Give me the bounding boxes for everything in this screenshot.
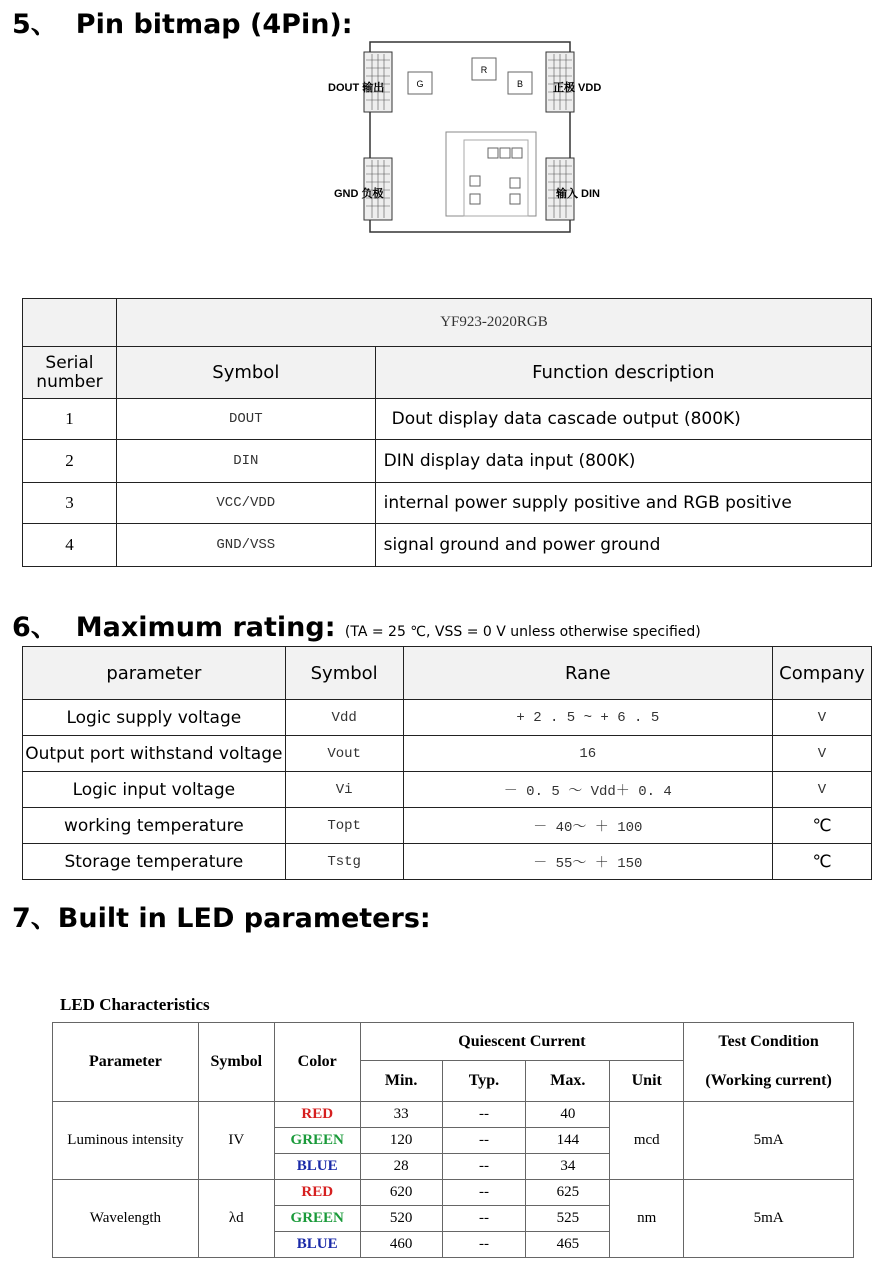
color-cell-green: GREEN	[274, 1128, 360, 1154]
rating-table	[22, 646, 872, 880]
color-cell-blue: BLUE	[274, 1154, 360, 1180]
typ-cell: --	[442, 1180, 526, 1206]
max-cell: 465	[526, 1232, 610, 1258]
symbol-cell: λd	[198, 1180, 274, 1258]
test-condition-cell: 5mA	[684, 1102, 854, 1180]
unit-cell: mcd	[610, 1102, 684, 1180]
parameter-cell: Logic input voltage	[23, 772, 286, 808]
min-cell: 460	[360, 1232, 442, 1258]
min-cell: 33	[360, 1102, 442, 1128]
pin-label-dout: DOUT 输出	[328, 82, 385, 94]
header-test-condition: Test Condition	[684, 1023, 854, 1061]
header-symbol: Symbol	[116, 347, 375, 399]
parameter-cell: Luminous intensity	[53, 1102, 199, 1180]
header-quiescent-current: Quiescent Current	[360, 1023, 684, 1061]
pin-label-din: 输入 DIN	[556, 188, 600, 200]
min-cell: 520	[360, 1206, 442, 1232]
section-number: 7、	[12, 903, 58, 934]
color-cell-green: GREEN	[274, 1206, 360, 1232]
header-unit: Company	[773, 647, 872, 700]
symbol-cell: Vdd	[285, 700, 403, 736]
header-max: Max.	[526, 1061, 610, 1102]
header-unit: Unit	[610, 1061, 684, 1102]
range-cell: 16	[403, 736, 772, 772]
pin-bitmap-diagram	[320, 38, 620, 238]
table-row	[23, 844, 872, 880]
parameter-cell: Wavelength	[53, 1180, 199, 1258]
max-cell: 34	[526, 1154, 610, 1180]
section-5-heading	[12, 2, 353, 41]
max-cell: 525	[526, 1206, 610, 1232]
serial-cell: 1	[23, 399, 117, 440]
range-cell: － 55～ ＋ 150	[403, 844, 772, 880]
section-title: Maximum rating:	[75, 612, 336, 643]
symbol-cell: Vi	[285, 772, 403, 808]
symbol-cell: DOUT	[116, 399, 375, 440]
typ-cell: --	[442, 1102, 526, 1128]
section-number: 5、	[12, 9, 58, 40]
max-cell: 625	[526, 1180, 610, 1206]
model-corner-cell	[23, 299, 117, 347]
header-color: Color	[274, 1023, 360, 1102]
symbol-cell: Vout	[285, 736, 403, 772]
pin-label-gnd: GND 负极	[334, 188, 384, 200]
color-cell-red: RED	[274, 1180, 360, 1206]
section-7-heading	[12, 896, 431, 935]
chip-r-label: R	[480, 65, 488, 75]
symbol-cell: Tstg	[285, 844, 403, 880]
unit-cell: ℃	[773, 808, 872, 844]
ic-block	[446, 132, 536, 216]
function-cell: DIN display data input (800K)	[375, 440, 871, 483]
unit-cell: V	[773, 700, 872, 736]
chip-b-label: B	[516, 79, 524, 89]
typ-cell: --	[442, 1232, 526, 1258]
model-name: YF923-2020RGB	[116, 299, 871, 347]
table-row	[23, 808, 872, 844]
pin-label-vdd: 正极 VDD	[553, 82, 602, 94]
section-title: Built in LED parameters:	[57, 903, 431, 934]
table-row	[53, 1102, 854, 1128]
max-cell: 40	[526, 1102, 610, 1128]
table-row	[23, 399, 872, 440]
color-cell-blue: BLUE	[274, 1232, 360, 1258]
unit-cell: V	[773, 772, 872, 808]
header-serial-number: Serial number	[23, 347, 117, 399]
section-note: (TA = 25 ℃, VSS = 0 V unless otherwise specified)	[344, 624, 701, 640]
led-characteristics-table	[52, 1022, 854, 1258]
function-cell: signal ground and power ground	[375, 524, 871, 567]
range-cell: － 0. 5 ～ Vdd＋ 0. 4	[403, 772, 772, 808]
header-range: Rane	[403, 647, 772, 700]
serial-cell: 3	[23, 483, 117, 524]
symbol-cell: DIN	[116, 440, 375, 483]
header-symbol: Symbol	[198, 1023, 274, 1102]
pin-table	[22, 298, 872, 567]
symbol-cell: IV	[198, 1102, 274, 1180]
symbol-cell: GND/VSS	[116, 524, 375, 567]
unit-cell: nm	[610, 1180, 684, 1258]
typ-cell: --	[442, 1154, 526, 1180]
serial-cell: 2	[23, 440, 117, 483]
header-parameter: parameter	[23, 647, 286, 700]
min-cell: 120	[360, 1128, 442, 1154]
table-row	[53, 1180, 854, 1206]
header-typ: Typ.	[442, 1061, 526, 1102]
unit-cell: V	[773, 736, 872, 772]
parameter-cell: Storage temperature	[23, 844, 286, 880]
symbol-cell: Topt	[285, 808, 403, 844]
led-caption: LED Characteristics	[60, 995, 210, 1014]
typ-cell: --	[442, 1128, 526, 1154]
table-row	[23, 483, 872, 524]
header-min: Min.	[360, 1061, 442, 1102]
table-row	[23, 772, 872, 808]
symbol-cell: VCC/VDD	[116, 483, 375, 524]
function-cell: internal power supply positive and RGB positive	[375, 483, 871, 524]
table-row	[23, 736, 872, 772]
chip-g-label: G	[416, 79, 424, 89]
header-working-current: (Working current)	[684, 1061, 854, 1102]
table-row	[23, 440, 872, 483]
serial-cell: 4	[23, 524, 117, 567]
min-cell: 620	[360, 1180, 442, 1206]
min-cell: 28	[360, 1154, 442, 1180]
test-condition-cell: 5mA	[684, 1180, 854, 1258]
table-row	[23, 700, 872, 736]
parameter-cell: Output port withstand voltage	[23, 736, 286, 772]
header-function: Function description	[375, 347, 871, 399]
table-row	[23, 524, 872, 567]
max-cell: 144	[526, 1128, 610, 1154]
unit-cell: ℃	[773, 844, 872, 880]
color-cell-red: RED	[274, 1102, 360, 1128]
range-cell: － 40～ ＋ 100	[403, 808, 772, 844]
section-number: 6、	[12, 612, 58, 643]
parameter-cell: working temperature	[23, 808, 286, 844]
range-cell: + 2 . 5 ~ + 6 . 5	[403, 700, 772, 736]
parameter-cell: Logic supply voltage	[23, 700, 286, 736]
header-parameter: Parameter	[53, 1023, 199, 1102]
section-6-heading	[12, 605, 701, 644]
section-title: Pin bitmap (4Pin):	[75, 9, 353, 40]
function-cell: Dout display data cascade output (800K)	[375, 399, 871, 440]
typ-cell: --	[442, 1206, 526, 1232]
header-symbol: Symbol	[285, 647, 403, 700]
